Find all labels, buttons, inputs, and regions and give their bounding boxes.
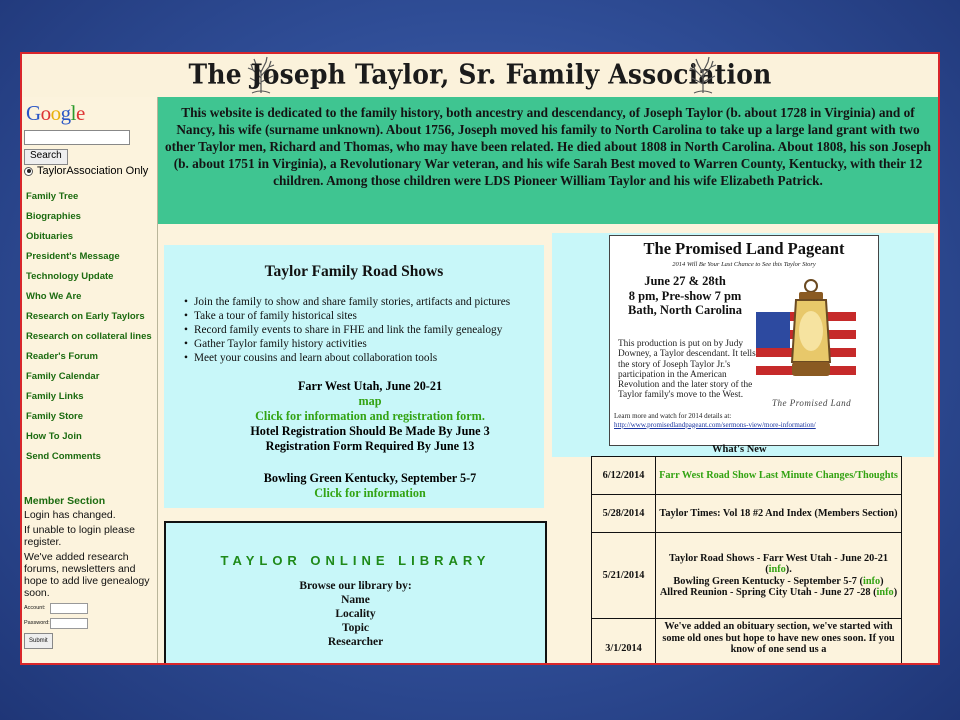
table-row: [592, 457, 902, 495]
member-note: We've added research forums, newsletters and hope to add live genealogy soon.: [24, 551, 150, 599]
nav-research-collateral-lines[interactable]: Research on collateral lines: [26, 331, 152, 342]
pageant-dates: [610, 274, 760, 318]
nav-how-to-join[interactable]: How To Join: [26, 431, 82, 442]
library-option-locality[interactable]: Locality: [335, 608, 376, 620]
row-date: 3/1/2014: [592, 619, 656, 666]
pageant-learn-more: [614, 412, 874, 429]
hotel-note: Hotel Registration Should Be Made By June 3: [250, 424, 490, 438]
map-link[interactable]: map: [358, 394, 382, 408]
table-row: [592, 533, 902, 619]
search-scope-label: TaylorAssociation Only: [37, 165, 149, 177]
event-bowling-green-title: Bowling Green Kentucky, September 5-7: [263, 471, 477, 485]
pageant-learn-text: Learn more and watch for 2014 details at:: [614, 412, 732, 420]
list-item: • Join the family to show and share family stories, artifacts and pictures: [184, 295, 510, 309]
member-note: Login has changed.: [24, 509, 116, 521]
sidebar: [22, 97, 158, 663]
pageant-logo-text: The Promised Land: [772, 398, 852, 408]
intro-text: This website is dedicated to the family history, both ancestry and descendancy, of Joseph Taylor (b. about 1728 in Virginia) and of Nancy, his wife (surname unknown). About 1756, Joseph moved his family to North Carolina to take up a large land grant with two other Taylor men, Richard and Thomas, who may have been related. He died about 1808 in North Carolina. About 1808, his son Joseph (b. about 1751 in Virginia), a Revolutionary War veteran, and his wife Sarah Best moved to Warren County, Kentucky, with their 12 children. Among those children were LDS Pioneer William Taylor and his wife Elizabeth Patrick.: [164, 105, 932, 188]
pageant-url-link[interactable]: http://www.promisedlandpageant.com/sermons-view/more-information/: [614, 420, 816, 429]
password-row: [24, 617, 156, 629]
flag-lantern-icon: [756, 276, 864, 401]
road-shows-title: Taylor Family Road Shows: [264, 263, 444, 280]
web-page: [20, 52, 940, 665]
pageant-date-line: June 27 & 28th: [644, 274, 726, 288]
list-item: • Take a tour of family historical sites: [184, 309, 510, 323]
site-title: The Joseph Taylor, Sr. Family Association: [188, 58, 772, 91]
table-row: [592, 619, 902, 666]
pageant-panel: [552, 233, 934, 457]
search-input[interactable]: [24, 130, 130, 145]
list-item: • Record family events to share in FHE and link the family genealogy: [184, 323, 510, 337]
row-line: [659, 576, 898, 588]
account-field[interactable]: [50, 603, 88, 614]
pageant-subtitle: 2014 Will Be Your Last Chance to See this Taylor Story: [672, 261, 816, 268]
row-line-text: ): [880, 575, 884, 587]
row-date: 5/28/2014: [592, 495, 656, 533]
nav-family-tree[interactable]: Family Tree: [26, 191, 79, 202]
pageant-time-line: 8 pm, Pre-show 7 pm: [628, 288, 742, 303]
nav-family-store[interactable]: Family Store: [26, 411, 84, 422]
nav-readers-forum[interactable]: Reader's Forum: [26, 351, 98, 362]
bowling-green-info-link[interactable]: Click for information: [314, 486, 426, 500]
road-shows-list: [184, 295, 510, 365]
member-section: [24, 495, 156, 649]
whats-new-heading: What's New: [712, 444, 767, 455]
search-button[interactable]: Search: [24, 149, 68, 165]
library-browse: [166, 579, 545, 649]
password-field[interactable]: [50, 618, 88, 629]
row-line: [659, 587, 898, 599]
whats-new-table: [591, 456, 902, 665]
member-section-title: Member Section: [24, 495, 106, 507]
nav-presidents-message[interactable]: President's Message: [26, 251, 120, 262]
nav-send-comments[interactable]: Send Comments: [26, 451, 101, 462]
registration-note: Registration Form Required By June 13: [265, 439, 475, 453]
row-date: 5/21/2014: [592, 533, 656, 619]
member-note: If unable to login please register.: [24, 524, 135, 548]
online-library-panel: [164, 521, 547, 665]
row-text: Taylor Times: Vol 18 #2 And Index (Members Section): [656, 495, 902, 533]
nav-obituaries[interactable]: Obituaries: [26, 231, 73, 242]
search-scope-option[interactable]: [24, 165, 148, 177]
account-label: Account:: [24, 605, 46, 611]
radio-selected-icon[interactable]: [24, 167, 33, 176]
event-farr-west-title: Farr West Utah, June 20-21: [297, 379, 443, 393]
row-line-text: ): [893, 587, 898, 598]
row-link[interactable]: Farr West Road Show Last Minute Changes/Thoughts: [656, 457, 902, 495]
nav-who-we-are[interactable]: Who We Are: [26, 291, 82, 302]
info-link[interactable]: info: [768, 564, 786, 575]
road-shows-panel: [164, 245, 544, 508]
nav-biographies[interactable]: Biographies: [26, 211, 81, 222]
pageant-description: This production is put on by Judy Downey, a Taylor descendant. It tells the story of Joseph Taylor Jr.'s participation in the American Revolution and the later story of the Taylor family's move to the West.: [618, 339, 756, 401]
list-item: • Meet your cousins and learn about collaboration tools: [184, 351, 510, 365]
row-line-text: Allred Reunion - Spring City Utah - June 27 -28 (: [659, 587, 877, 598]
nav-technology-update[interactable]: Technology Update: [26, 271, 114, 282]
list-item: • Gather Taylor family history activities: [184, 337, 510, 351]
library-option-topic[interactable]: Topic: [341, 622, 370, 634]
library-title[interactable]: TAYLOR ONLINE LIBRARY: [220, 553, 491, 568]
library-option-name[interactable]: Name: [341, 594, 370, 606]
row-text: We've added an obituary section, we've started with some old ones but hope to have new ones soon. If you know of one send us a: [656, 619, 902, 666]
info-link[interactable]: info: [876, 587, 894, 598]
library-option-researcher[interactable]: Researcher: [327, 636, 384, 648]
row-line: [659, 553, 898, 576]
row-line-text: Taylor Road Shows - Farr West Utah - June 20-21 (: [668, 552, 889, 575]
sidebar-nav: [26, 191, 156, 471]
table-row: [592, 495, 902, 533]
password-label: Password:: [24, 620, 50, 626]
row-date: 6/12/2014: [592, 457, 656, 495]
intro-panel: [158, 97, 938, 224]
library-browse-label: Browse our library by:: [299, 580, 412, 592]
site-banner: [22, 54, 938, 97]
row-text: [656, 533, 902, 619]
row-line-text: Bowling Green Kentucky - September 5-7 (: [673, 575, 863, 587]
nav-family-links[interactable]: Family Links: [26, 391, 84, 402]
google-logo: Google: [26, 101, 85, 125]
nav-research-early-taylors[interactable]: Research on Early Taylors: [26, 311, 145, 322]
pageant-place-line: Bath, North Carolina: [627, 303, 742, 317]
pageant-poster[interactable]: [609, 235, 879, 446]
pageant-title: The Promised Land Pageant: [643, 239, 845, 258]
info-link[interactable]: info: [862, 575, 881, 587]
row-line-text: ).: [785, 564, 792, 575]
account-row: [24, 602, 156, 614]
nav-family-calendar[interactable]: Family Calendar: [26, 371, 100, 382]
tree-icon: [684, 56, 722, 94]
submit-button[interactable]: Submit: [24, 633, 53, 649]
farr-west-info-link[interactable]: Click for information and registration form.: [255, 409, 485, 423]
